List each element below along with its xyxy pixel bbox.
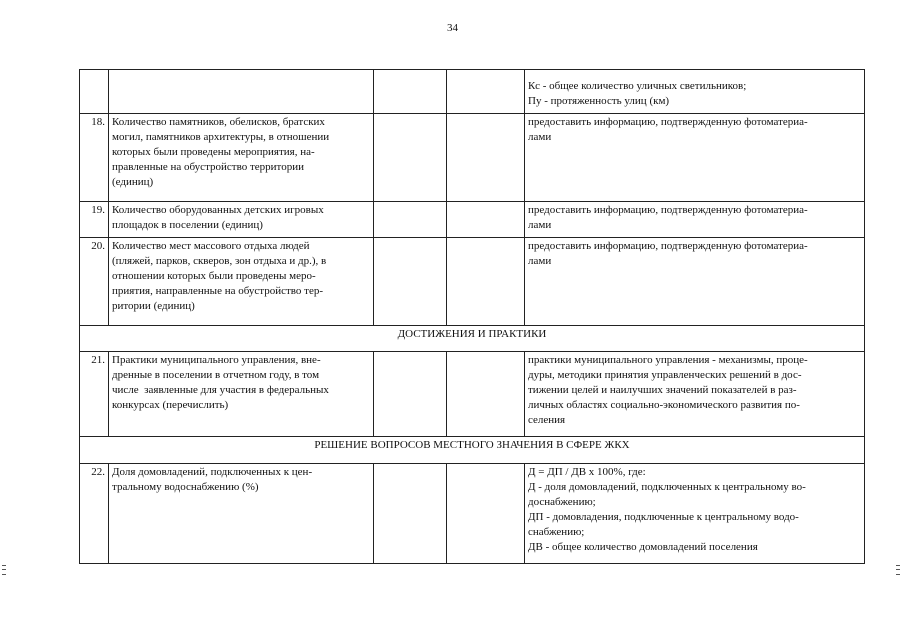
row-value-cell <box>374 202 447 238</box>
description-line: ритории (единиц) <box>112 300 195 312</box>
right-margin-mark <box>896 565 900 575</box>
table-row-22 <box>80 464 865 564</box>
row-note <box>525 464 865 564</box>
note-line: доснабжению; <box>528 496 596 508</box>
note-line: личных областях социально-экономического развития по- <box>528 399 800 411</box>
note-line: Кс - общее количество уличных светильников; <box>528 80 747 92</box>
row-note <box>525 114 865 202</box>
row-description <box>109 238 374 326</box>
row-number: 22. <box>80 464 109 564</box>
row-description <box>109 202 374 238</box>
description-line: конкурсах (перечислить) <box>112 399 229 411</box>
table-row-18 <box>80 114 865 202</box>
row-value-cell <box>374 238 447 326</box>
description-line: Доля домовладений, подключенных к цен- <box>112 466 313 478</box>
row-description <box>109 70 374 114</box>
row-score-cell <box>447 464 525 564</box>
row-number <box>80 70 109 114</box>
description-line: отношении которых были проведены меро- <box>112 270 316 282</box>
row-score-cell <box>447 352 525 437</box>
row-number: 19. <box>80 202 109 238</box>
row-description <box>109 464 374 564</box>
row-value-cell <box>374 114 447 202</box>
row-note <box>525 202 865 238</box>
description-line: Практики муниципального управления, вне- <box>112 354 321 366</box>
description-line: Количество мест массового отдыха людей <box>112 240 310 252</box>
page-number: 34 <box>447 22 458 34</box>
row-value-cell <box>374 352 447 437</box>
note-line: дуры, методики принятия управленческих решений в дос- <box>528 369 802 381</box>
row-number: 20. <box>80 238 109 326</box>
table-row-continuation <box>80 70 865 114</box>
row-value-cell <box>374 70 447 114</box>
description-line: Количество оборудованных детских игровых <box>112 204 324 216</box>
description-line: дренные в поселении в отчетном году, в том <box>112 369 320 381</box>
indicator-table <box>79 69 865 564</box>
description-line: приятия, направленные на обустройство тер- <box>112 285 324 297</box>
row-number: 18. <box>80 114 109 202</box>
left-margin-mark <box>2 565 6 575</box>
note-line: практики муниципального управления - механизмы, проце- <box>528 354 808 366</box>
table-row-19 <box>80 202 865 238</box>
table-row-21 <box>80 352 865 437</box>
row-score-cell <box>447 238 525 326</box>
note-line: ДП - домовладения, подключенные к центральному водо- <box>528 511 799 523</box>
note-line: предоставить информацию, подтвержденную фотоматериа- <box>528 116 808 128</box>
row-note <box>525 238 865 326</box>
note-line: Д - доля домовладений, подключенных к центральному во- <box>528 481 806 493</box>
row-description <box>109 114 374 202</box>
note-line: снабжению; <box>528 526 585 538</box>
description-line: правленные на обустройство территории <box>112 161 304 173</box>
note-line: предоставить информацию, подтвержденную фотоматериа- <box>528 240 808 252</box>
table-row-20 <box>80 238 865 326</box>
row-value-cell <box>374 464 447 564</box>
note-line: лами <box>528 131 552 143</box>
note-line: Пу - протяженность улиц (км) <box>528 95 670 107</box>
row-score-cell <box>447 70 525 114</box>
row-score-cell <box>447 114 525 202</box>
description-line: числе заявленные для участия в федеральных <box>112 384 329 396</box>
note-line: лами <box>528 219 552 231</box>
row-note <box>525 70 865 114</box>
row-number: 21. <box>80 352 109 437</box>
description-line: (пляжей, парков, скверов, зон отдыха и др.), в <box>112 255 327 267</box>
row-score-cell <box>447 202 525 238</box>
description-line: которых были проведены мероприятия, на- <box>112 146 315 158</box>
section-row-housing <box>80 437 865 464</box>
note-line: тижении целей и наилучших значений показателей в раз- <box>528 384 797 396</box>
section-heading: ДОСТИЖЕНИЯ И ПРАКТИКИ <box>80 326 865 352</box>
description-line: Количество памятников, обелисков, братских <box>112 116 325 128</box>
note-line: лами <box>528 255 552 267</box>
description-line: площадок в поселении (единиц) <box>112 219 263 231</box>
row-note <box>525 352 865 437</box>
row-description <box>109 352 374 437</box>
note-line: Д = ДП / ДВ х 100%, где: <box>528 466 646 478</box>
description-line: (единиц) <box>112 176 154 188</box>
note-line: селения <box>528 414 566 426</box>
description-line: тральному водоснабжению (%) <box>112 481 259 493</box>
note-line: ДВ - общее количество домовладений поселения <box>528 541 758 553</box>
note-line: предоставить информацию, подтвержденную фотоматериа- <box>528 204 808 216</box>
section-heading: РЕШЕНИЕ ВОПРОСОВ МЕСТНОГО ЗНАЧЕНИЯ В СФЕРЕ ЖКХ <box>80 437 865 464</box>
section-row-achievements <box>80 326 865 352</box>
description-line: могил, памятников архитектуры, в отношении <box>112 131 330 143</box>
